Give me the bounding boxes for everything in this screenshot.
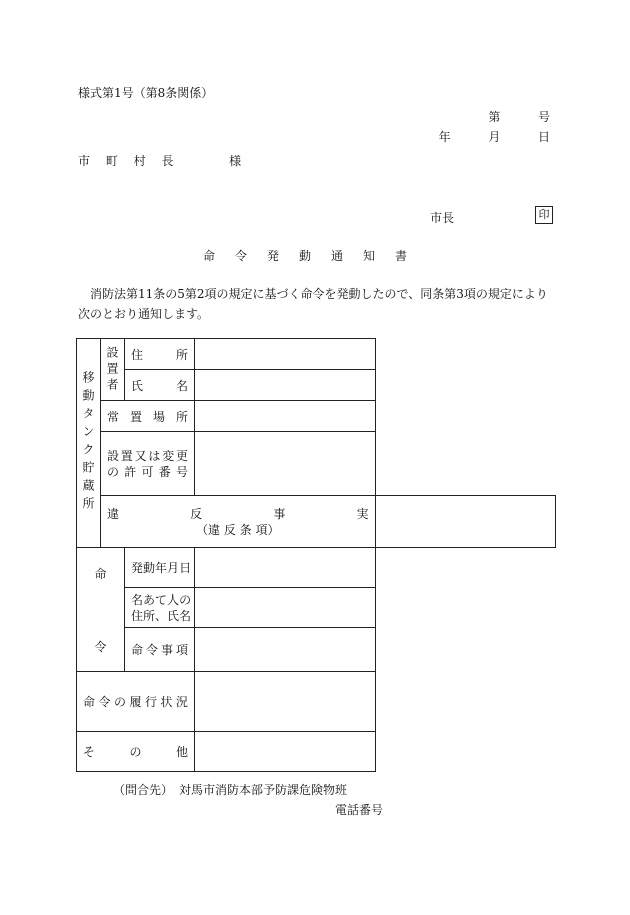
storage-place-field[interactable] [195, 401, 376, 432]
order-date-field[interactable] [195, 548, 376, 588]
mobile-tank-storage-label: 移動タンク貯蔵所 [77, 339, 101, 548]
violation-facts-field[interactable] [375, 496, 556, 548]
order-date-label: 発 動 年 月 日 [125, 548, 195, 588]
year-label: 年 [438, 130, 451, 144]
storage-place-label: 常 置 場 所 [101, 401, 195, 432]
document-title: 命令発動通知書 [202, 249, 427, 263]
installer-label: 設置者 [101, 339, 125, 401]
order-items-label: 命 令 事 項 [125, 628, 195, 672]
notice-table [76, 338, 556, 772]
form-number-label: 様式第1号（第8条関係） [78, 86, 214, 100]
address-label: 住 所 [125, 339, 195, 370]
month-label: 月 [488, 130, 501, 144]
compliance-status-label: 命 令 の 履 行 状 況 [77, 672, 195, 732]
recipient-label: 名 あ て 人 の 住 所、 氏 名 [125, 588, 195, 628]
phone-number-label: 電話番号 [335, 803, 384, 817]
compliance-status-field[interactable] [195, 672, 376, 732]
permit-number-label: 設 置 又 は 変 更 の 許 可 番 号 [101, 432, 195, 496]
order-char-2: 令 [94, 639, 107, 654]
order-char-1: 命 [94, 566, 107, 581]
name-label: 氏 名 [125, 370, 195, 401]
addressee-title: 市 町 村 長 [78, 154, 180, 168]
inquiry-contact: （問合先） 対馬市消防本部予防課危険物班 [113, 783, 348, 797]
order-items-field[interactable] [195, 628, 376, 672]
sender-mayor: 市長 [430, 211, 455, 225]
recipient-field[interactable] [195, 588, 376, 628]
addressee-honorific: 様 [229, 154, 248, 168]
body-text: 消防法第11条の5第2項の規定に基づく命令を発動したので、同条第3項の規定により次のとおり通知します。 [78, 287, 548, 321]
addressee [78, 152, 247, 169]
permit-number-field[interactable] [195, 432, 376, 496]
seal-icon: 印 [535, 206, 553, 224]
other-label: そ の 他 [77, 732, 195, 772]
day-label: 日 [537, 130, 550, 144]
installer-address-field[interactable] [195, 339, 376, 370]
order-label [77, 548, 125, 672]
document-number-line [488, 108, 550, 125]
installer-name-field[interactable] [195, 370, 376, 401]
date-line [439, 128, 550, 145]
number-suffix: 号 [537, 110, 550, 124]
other-field[interactable] [195, 732, 376, 772]
violation-facts-label: 違 反 事 実 （違 反 条 項） [101, 496, 376, 548]
number-prefix: 第 [488, 110, 501, 124]
